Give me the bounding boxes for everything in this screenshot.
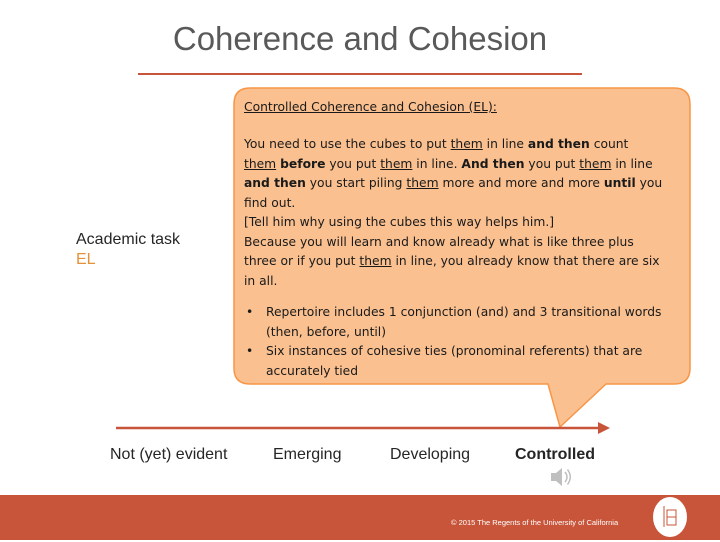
text-run: Repertoire includes 1 xyxy=(266,305,401,319)
text-run: before xyxy=(280,156,326,171)
text-run: Six instances of xyxy=(266,344,367,358)
text-run: cohesive ties xyxy=(366,344,448,358)
academic-task-text: Academic task xyxy=(76,231,181,248)
text-run: more and more and more xyxy=(438,176,604,190)
text-run: conjunction xyxy=(400,305,473,319)
level-not-yet-evident: Not (yet) evident xyxy=(110,446,228,463)
text-run: and then xyxy=(527,137,590,151)
level-developing: Developing xyxy=(390,446,471,463)
text-run: in line xyxy=(611,156,653,171)
text-run: Because you will learn and know already what is like three plus three or if you put xyxy=(244,234,634,268)
text-run: [Tell him why using the cubes this way helps him.] xyxy=(244,215,555,229)
ucla-logo-icon xyxy=(653,497,687,537)
text-run: in line. xyxy=(412,156,462,171)
text-run: you start piling xyxy=(305,176,407,190)
logo-badge xyxy=(653,497,687,537)
text-run: you put xyxy=(524,156,580,171)
text-run: (pronominal referents) that are accurately tied xyxy=(266,344,643,378)
text-run: you put xyxy=(325,156,381,171)
slide-title: Coherence and Cohesion xyxy=(172,20,548,57)
text-run: you find out. xyxy=(244,176,663,210)
text-run: count xyxy=(589,137,629,151)
text-run: and then xyxy=(244,176,306,190)
text-run: You need to use the cubes to put xyxy=(244,137,451,151)
copyright-text: © 2015 The Regents of the University of California xyxy=(451,518,619,527)
text-run: (and) and 3 xyxy=(472,305,552,319)
text-run: (then, before, until) xyxy=(266,324,387,339)
text-run: in line, you already know that there are six in all. xyxy=(244,254,660,288)
text-run: them xyxy=(579,156,612,171)
el-text: EL xyxy=(76,251,96,268)
level-emerging: Emerging xyxy=(273,446,342,463)
text-run: them xyxy=(380,156,413,171)
axis-arrowhead xyxy=(598,422,610,434)
callout-heading: Controlled Coherence and Cohesion (EL): xyxy=(244,100,497,114)
text-run: them xyxy=(244,156,277,171)
text-run: transitional words xyxy=(551,305,662,319)
text-run: until xyxy=(603,176,636,190)
level-controlled: Controlled xyxy=(515,446,595,463)
text-run: And then xyxy=(461,156,525,171)
text-run: them xyxy=(359,254,392,268)
text-run: in line xyxy=(482,137,528,151)
text-run: them xyxy=(406,176,439,190)
speaker-icon[interactable] xyxy=(548,464,574,490)
text-run: them xyxy=(450,137,483,151)
